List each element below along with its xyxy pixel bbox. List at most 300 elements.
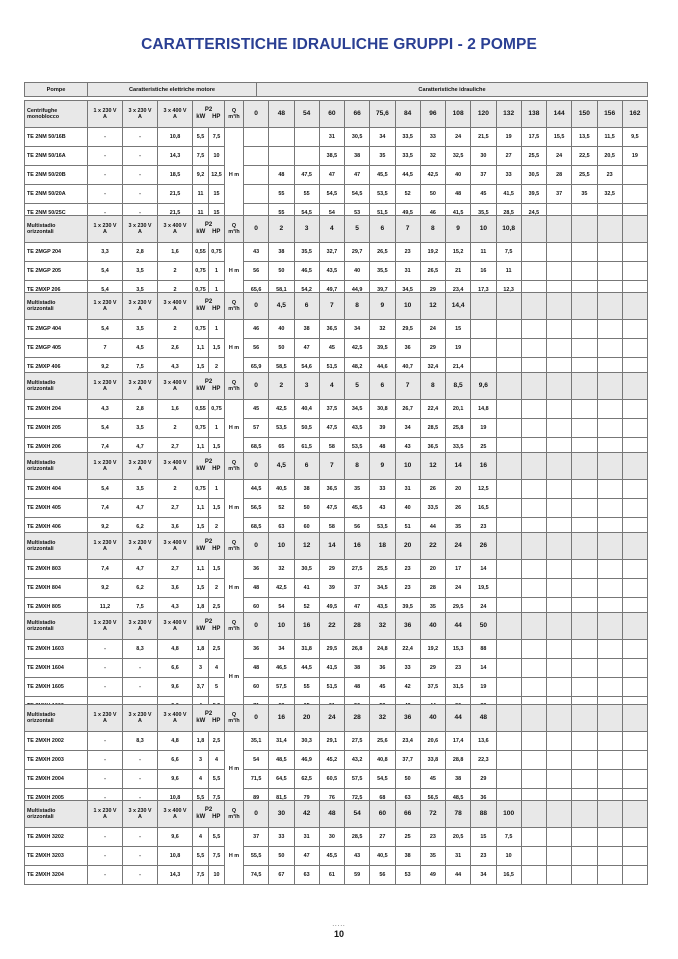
electrical-value: 7,5	[193, 147, 209, 166]
p2-label: P2	[204, 807, 213, 814]
flow-value: 0	[244, 613, 269, 640]
power-header	[193, 533, 225, 560]
head-value: 49,5	[319, 598, 344, 617]
electrical-value: -	[88, 847, 123, 866]
head-value: 60	[244, 598, 269, 617]
electrical-value: 21,5	[158, 185, 193, 204]
flow-value: 7	[395, 373, 420, 400]
voltage-header	[158, 373, 193, 400]
head-value: 34	[345, 320, 370, 339]
flow-value: 22	[420, 533, 445, 560]
q-unit: m³/h	[228, 386, 240, 392]
head-value: 65,6	[244, 281, 269, 300]
flow-value	[547, 533, 572, 560]
head-value: 25,5	[521, 147, 546, 166]
head-value	[547, 243, 572, 262]
head-value: 24	[420, 320, 445, 339]
electrical-value: 7,5	[209, 847, 225, 866]
head-value: 61	[319, 866, 344, 885]
flow-value: 138	[521, 101, 546, 128]
head-value	[496, 579, 521, 598]
head-value	[572, 419, 597, 438]
electrical-value: 3,6	[158, 579, 193, 598]
head-unit: H m	[225, 320, 244, 377]
head-value: 42	[395, 678, 420, 697]
head-value: 17,5	[521, 128, 546, 147]
flow-value	[597, 293, 622, 320]
electrical-value: 4,8	[158, 732, 193, 751]
head-value: 53	[395, 866, 420, 885]
flow-value: 16	[345, 533, 370, 560]
voltage-label: 3 x 230 V	[128, 807, 152, 814]
flow-value	[521, 705, 546, 732]
head-value: 33	[395, 659, 420, 678]
head-value	[572, 866, 597, 885]
electrical-value: 4,8	[158, 640, 193, 659]
head-value: 37	[471, 166, 496, 185]
flow-value: 3	[294, 373, 319, 400]
head-value: 33	[370, 480, 395, 499]
head-value	[547, 400, 572, 419]
head-value: 49,7	[319, 281, 344, 300]
flow-value: 4,5	[269, 293, 294, 320]
head-value: 19,2	[420, 640, 445, 659]
head-value: 28,5	[345, 828, 370, 847]
head-value: 44,5	[395, 166, 420, 185]
head-value: 30,3	[294, 732, 319, 751]
voltage-header	[88, 293, 123, 320]
head-value	[496, 640, 521, 659]
head-value: 46	[244, 320, 269, 339]
flow-value: 10	[395, 293, 420, 320]
power-units	[193, 718, 224, 725]
power-units	[193, 306, 224, 313]
head-value	[572, 579, 597, 598]
amp-label: A	[138, 386, 142, 392]
flow-value: 48	[269, 101, 294, 128]
amp-label: A	[173, 814, 177, 820]
flow-value: 7	[319, 293, 344, 320]
head-value	[572, 678, 597, 697]
flow-value	[572, 216, 597, 243]
table-row	[25, 128, 648, 147]
flow-value	[547, 705, 572, 732]
electrical-value: 2,7	[158, 499, 193, 518]
head-value	[572, 770, 597, 789]
flow-value: 20	[294, 705, 319, 732]
voltage-label: 1 x 230 V	[93, 379, 117, 386]
head-unit: H m	[225, 640, 244, 716]
head-value: 32	[370, 320, 395, 339]
flow-value: 8	[420, 373, 445, 400]
pump-table	[24, 452, 648, 537]
amp-label: A	[173, 718, 177, 724]
flow-value	[521, 373, 546, 400]
head-value	[572, 828, 597, 847]
head-value: 35	[446, 518, 471, 537]
head-unit: H m	[225, 400, 244, 457]
head-value: 51,5	[370, 204, 395, 223]
head-value: 56	[370, 866, 395, 885]
head-value: 56	[345, 518, 370, 537]
pump-model: TE 2MXH 804	[25, 579, 88, 598]
head-value: 40,5	[370, 847, 395, 866]
pump-table	[24, 612, 648, 716]
head-value	[622, 640, 647, 659]
p2-label: P2	[204, 299, 213, 306]
head-value: 31,5	[446, 678, 471, 697]
pump-model: TE 2MGP 204	[25, 243, 88, 262]
voltage-header	[88, 373, 123, 400]
head-value: 64,5	[269, 770, 294, 789]
head-value: 12,5	[471, 480, 496, 499]
group-label	[25, 613, 88, 640]
head-value: 26,7	[395, 400, 420, 419]
electrical-value: -	[88, 185, 123, 204]
voltage-header	[123, 533, 158, 560]
head-value: 79	[294, 789, 319, 808]
head-value: 9,5	[622, 128, 647, 147]
q-label: Q	[231, 711, 237, 718]
electrical-value: 5,5	[209, 770, 225, 789]
head-value	[622, 560, 647, 579]
head-value: 15,5	[547, 128, 572, 147]
head-value: 41,5	[319, 659, 344, 678]
head-value: 52	[269, 499, 294, 518]
head-value: 35,5	[370, 262, 395, 281]
head-value: 51,5	[319, 358, 344, 377]
electrical-value: 0,75	[209, 400, 225, 419]
head-value: 27,5	[345, 732, 370, 751]
head-value	[597, 400, 622, 419]
table-row	[25, 243, 648, 262]
flow-value: 88	[471, 801, 496, 828]
head-value	[622, 732, 647, 751]
flow-value: 10,8	[496, 216, 521, 243]
p2-label: P2	[204, 222, 213, 229]
head-value	[547, 678, 572, 697]
pump-model: TE 2MXP 206	[25, 281, 88, 300]
head-value: 31	[319, 128, 344, 147]
head-value: 50	[294, 499, 319, 518]
head-value: 19,2	[420, 243, 445, 262]
head-value	[521, 320, 546, 339]
head-value: 38	[446, 770, 471, 789]
flow-value: 12	[420, 453, 445, 480]
voltage-label: 3 x 230 V	[128, 222, 152, 229]
head-value	[496, 678, 521, 697]
head-value: 33,5	[395, 128, 420, 147]
head-value	[547, 320, 572, 339]
head-value: 45	[244, 400, 269, 419]
electrical-value: 1	[209, 281, 225, 300]
flow-value	[521, 216, 546, 243]
head-value: 29,7	[345, 243, 370, 262]
head-value: 35,5	[294, 243, 319, 262]
head-value: 37	[547, 185, 572, 204]
head-value: 29	[471, 770, 496, 789]
head-value	[521, 866, 546, 885]
head-value	[597, 419, 622, 438]
pump-model: TE 2MXH 404	[25, 480, 88, 499]
electrical-value: -	[123, 659, 158, 678]
head-value	[597, 480, 622, 499]
group-label-line: orizzontali	[27, 229, 54, 235]
flow-value	[572, 705, 597, 732]
electrical-value: -	[88, 147, 123, 166]
table-row	[25, 640, 648, 659]
q-unit: m³/h	[228, 466, 240, 472]
electrical-value: 2,8	[123, 243, 158, 262]
head-value: 47,5	[294, 166, 319, 185]
head-value: 11	[496, 262, 521, 281]
head-value: 39	[370, 419, 395, 438]
head-value	[622, 166, 647, 185]
head-value: 23	[471, 847, 496, 866]
flow-value	[572, 801, 597, 828]
head-value: 48,2	[345, 358, 370, 377]
flow-value	[597, 705, 622, 732]
head-value: 56	[244, 262, 269, 281]
head-value: 39,5	[370, 339, 395, 358]
electrical-value: -	[123, 789, 158, 808]
head-value: 68	[370, 789, 395, 808]
head-value	[622, 770, 647, 789]
pump-model: TE 2MGP 405	[25, 339, 88, 358]
head-value	[572, 659, 597, 678]
head-value: 45	[471, 185, 496, 204]
voltage-label: 1 x 230 V	[93, 222, 117, 229]
electrical-value: 1,5	[193, 518, 209, 537]
flow-value: 12	[294, 533, 319, 560]
head-value	[622, 751, 647, 770]
electrical-value: 2,6	[158, 339, 193, 358]
amp-label: A	[173, 114, 177, 120]
head-value	[547, 751, 572, 770]
electrical-value: 8,3	[123, 732, 158, 751]
flow-value	[572, 613, 597, 640]
electrical-value: 1	[209, 480, 225, 499]
group-label-line: monoblocco	[27, 114, 60, 120]
head-value: 23	[395, 243, 420, 262]
electrical-value: -	[123, 770, 158, 789]
pump-model: TE 2MXH 2004	[25, 770, 88, 789]
head-value	[521, 732, 546, 751]
pump-model: TE 2MXH 3202	[25, 828, 88, 847]
head-value: 23	[471, 518, 496, 537]
electrical-value: -	[88, 866, 123, 885]
amp-label: A	[138, 306, 142, 312]
group-label	[25, 293, 88, 320]
head-value: 40,8	[370, 751, 395, 770]
amp-label: A	[103, 114, 107, 120]
electrical-value: 3	[193, 751, 209, 770]
pump-model: TE 2MXH 3204	[25, 866, 88, 885]
head-value: 23	[446, 659, 471, 678]
head-value: 19	[471, 419, 496, 438]
amp-label: A	[173, 546, 177, 552]
head-value: 30,5	[345, 128, 370, 147]
flow-value: 100	[496, 801, 521, 828]
head-value: 26,8	[345, 640, 370, 659]
head-value	[547, 866, 572, 885]
flow-value	[597, 453, 622, 480]
head-value: 16	[471, 262, 496, 281]
group-label-line: orizzontali	[27, 718, 54, 724]
flow-value	[496, 373, 521, 400]
electrical-value: 7,4	[88, 438, 123, 457]
head-value	[622, 320, 647, 339]
electrical-value: 5,5	[193, 847, 209, 866]
head-value: 23	[395, 579, 420, 598]
group-label-line: Multistadio	[27, 619, 56, 626]
voltage-label: 3 x 400 V	[163, 107, 187, 114]
pump-model: TE 2MXP 406	[25, 358, 88, 377]
electrical-value: 14,3	[158, 147, 193, 166]
electrical-value: 3,3	[88, 243, 123, 262]
head-value: 25	[471, 438, 496, 457]
head-value: 68,5	[244, 518, 269, 537]
voltage-header	[123, 453, 158, 480]
head-value: 32	[420, 147, 445, 166]
head-value: 57	[244, 419, 269, 438]
head-value: 61,5	[294, 438, 319, 457]
flow-value: 54	[345, 801, 370, 828]
flow-value: 9	[446, 216, 471, 243]
head-value: 28,5	[420, 419, 445, 438]
power-units	[193, 466, 224, 473]
head-value: 46	[420, 204, 445, 223]
flow-value	[471, 293, 496, 320]
head-value: 30,8	[370, 400, 395, 419]
voltage-label: 3 x 400 V	[163, 379, 187, 386]
head-value: 31	[446, 847, 471, 866]
group-label-line: orizzontali	[27, 306, 54, 312]
voltage-label: 3 x 230 V	[128, 379, 152, 386]
pump-model: TE 2NM 50/16A	[25, 147, 88, 166]
head-value: 26,5	[370, 243, 395, 262]
head-value	[622, 866, 647, 885]
flow-value: 2	[269, 216, 294, 243]
electrical-value: 2	[209, 579, 225, 598]
flow-value	[622, 801, 647, 828]
electrical-value: 10,8	[158, 128, 193, 147]
head-value: 54,2	[294, 281, 319, 300]
group-label-line: Multistadio	[27, 379, 56, 386]
head-value	[547, 339, 572, 358]
kw-label: kW	[196, 814, 206, 820]
page-title: CARATTERISTICHE IDRAULICHE GRUPPI - 2 POMPE	[141, 36, 537, 53]
head-value: 47	[294, 339, 319, 358]
head-value: 41,5	[446, 204, 471, 223]
flow-header	[225, 453, 244, 480]
kw-label: kW	[196, 626, 206, 632]
head-unit: H m	[225, 243, 244, 300]
flow-value	[572, 533, 597, 560]
head-value	[521, 499, 546, 518]
flow-value	[572, 453, 597, 480]
electrical-value: 3,5	[123, 419, 158, 438]
head-value	[496, 499, 521, 518]
voltage-header	[88, 533, 123, 560]
head-value: 43,5	[319, 262, 344, 281]
group-label	[25, 453, 88, 480]
flow-value: 54	[294, 101, 319, 128]
head-value: 58,5	[269, 358, 294, 377]
electrical-value: -	[88, 751, 123, 770]
electrical-value: 4	[209, 751, 225, 770]
table-row	[25, 419, 648, 438]
flow-value	[622, 293, 647, 320]
electrical-value: 3,7	[193, 678, 209, 697]
head-value	[622, 243, 647, 262]
electrical-value: 0,75	[193, 419, 209, 438]
head-value: 36,5	[319, 320, 344, 339]
head-value: 63	[294, 866, 319, 885]
voltage-label: 3 x 230 V	[128, 459, 152, 466]
head-value: 28,8	[446, 751, 471, 770]
head-value	[547, 659, 572, 678]
head-value: 74,5	[244, 866, 269, 885]
power-header	[193, 453, 225, 480]
head-value: 48,5	[269, 751, 294, 770]
voltage-label: 1 x 230 V	[93, 619, 117, 626]
head-value: 40,7	[395, 358, 420, 377]
flow-value: 42	[294, 801, 319, 828]
flow-value: 96	[420, 101, 445, 128]
electrical-value: 9,6	[158, 828, 193, 847]
head-value: 10	[496, 847, 521, 866]
head-value	[496, 400, 521, 419]
pump-table	[24, 215, 648, 300]
electrical-value: -	[88, 678, 123, 697]
head-value: 40	[395, 499, 420, 518]
amp-label: A	[173, 626, 177, 632]
flow-value: 84	[395, 101, 420, 128]
head-value: 48	[446, 185, 471, 204]
voltage-label: 3 x 230 V	[128, 107, 152, 114]
flow-value: 8	[420, 216, 445, 243]
flow-value: 8	[345, 453, 370, 480]
head-value: 25,6	[370, 732, 395, 751]
flow-value	[547, 216, 572, 243]
electrical-value: 1,8	[193, 640, 209, 659]
head-value	[496, 560, 521, 579]
electrical-value: 18,5	[158, 166, 193, 185]
flow-value: 6	[294, 453, 319, 480]
header-pompe: Pompe	[25, 83, 88, 97]
head-value: 47,5	[319, 499, 344, 518]
head-value: 45,2	[319, 751, 344, 770]
electrical-value: 4,3	[88, 400, 123, 419]
head-value	[572, 320, 597, 339]
head-value: 38,5	[319, 147, 344, 166]
voltage-label: 3 x 400 V	[163, 299, 187, 306]
flow-value: 66	[345, 101, 370, 128]
flow-value: 4	[319, 373, 344, 400]
head-value: 31,4	[269, 732, 294, 751]
head-value	[572, 560, 597, 579]
pump-table	[24, 532, 648, 617]
head-value: 55	[294, 678, 319, 697]
electrical-value: 5,4	[88, 480, 123, 499]
q-unit: m³/h	[228, 546, 240, 552]
head-value: 48	[244, 579, 269, 598]
pump-model: TE 2MXH 1605	[25, 678, 88, 697]
head-value: 7,5	[496, 243, 521, 262]
flow-value: 32	[370, 613, 395, 640]
electrical-value: 3,5	[123, 262, 158, 281]
